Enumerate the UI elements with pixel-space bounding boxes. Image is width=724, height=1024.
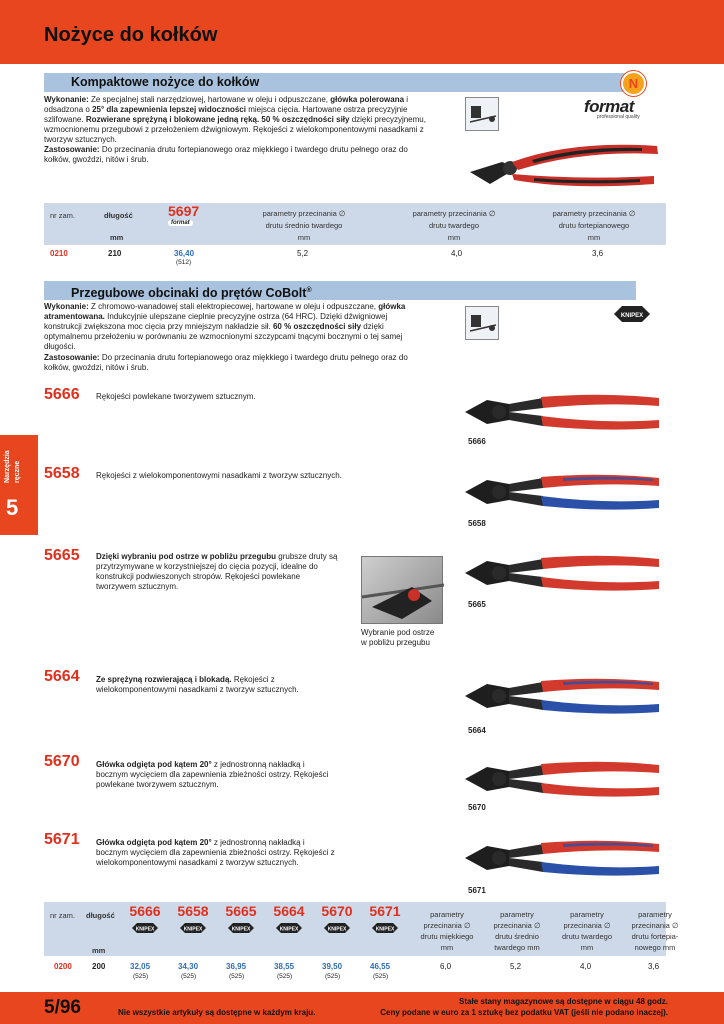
product-caption: 5670 (468, 803, 486, 812)
side-tab-text1: Narzędzia (4, 450, 11, 483)
product-description: Rękojeści z wielokomponentowymi nasadkami z tworzyw sztucznych. (96, 471, 342, 480)
row-code-5670: (525) (325, 973, 341, 980)
product-number: 5658 (44, 465, 80, 482)
row-price-5658: 34,30 (178, 962, 199, 971)
knipex-mini-logo-5664 (276, 923, 302, 933)
svg-text:KNIPEX: KNIPEX (183, 926, 203, 933)
col-dlugosc: długość (86, 911, 115, 920)
row-price: 36,40 (174, 249, 195, 258)
section2-heading: Przegubowe obcinaki do prętów CoBolt® (44, 281, 636, 300)
row-param-1: 6,0 (440, 962, 452, 971)
param-4-line-3: drutu fortepia- (631, 932, 679, 941)
row-param-3: 4,0 (580, 962, 592, 971)
col-5697: 5697 (168, 203, 200, 219)
row-code: (512) (176, 259, 192, 266)
col-mm: mm (110, 233, 124, 242)
section2-table-header (44, 902, 679, 956)
param-4-line-1: parametry (638, 910, 672, 919)
row-code-5664: (525) (277, 973, 293, 980)
knipex-mini-logo-5665 (228, 923, 254, 933)
param-3-line-2: przecinania ∅ (563, 921, 611, 930)
row-p3: 3,6 (592, 249, 604, 258)
param-2-line-3: drutu średnio (495, 932, 539, 941)
section1-table-header (44, 203, 666, 245)
product-number: 5666 (44, 386, 80, 403)
chapter-side-tab[interactable] (0, 435, 38, 535)
row-param-4: 3,6 (648, 962, 660, 971)
row-code-5666: (525) (133, 973, 149, 980)
param-3-line-4: mm (580, 943, 594, 952)
product-number: 5664 (44, 668, 80, 685)
row-code-5658: (525) (181, 973, 197, 980)
col-mm: mm (92, 946, 106, 955)
param-1-line-2: przecinania ∅ (423, 921, 471, 930)
weight-scale-icon (465, 97, 499, 131)
knipex-mini-logo-5666 (132, 923, 158, 933)
param-1-line-4: mm (440, 943, 454, 952)
product-caption: 5671 (468, 886, 486, 895)
photo-caption: Wybranie pod ostrze w pobliżu przegubu (361, 628, 435, 647)
product-description: Główka odgięta pod kątem 20° z jednostronną nakładką i bocznym wycięciem dla zapewnienia zbieżności ostrzy. Rękojeści z wielokomponentowymi nasadkami z tworzyw sztucznych. (96, 838, 335, 867)
knipex-mini-logo-5671 (372, 923, 398, 933)
format-logo-sub: professional quality (597, 114, 640, 120)
compact-cutter-image (462, 132, 662, 194)
row-len: 210 (108, 249, 122, 258)
param-3-line-1: parametry (570, 910, 604, 919)
cutter-5664-image (463, 674, 663, 718)
product-number: 5665 (44, 547, 80, 564)
col-5670: 5670 (321, 903, 353, 919)
product-description: Rękojeści powlekane tworzywem sztucznym. (96, 392, 256, 401)
param-1-line-1: parametry (430, 910, 464, 919)
cutter-5658-image (463, 470, 663, 514)
row-code-5671: (525) (373, 973, 389, 980)
svg-text:KNIPEX: KNIPEX (135, 926, 155, 933)
footer-price-note: Ceny podane w euro za 1 sztukę bez podatku VAT (jeśli nie podano inaczej). (380, 1008, 668, 1017)
section1-application: Zastosowanie: Do przecinania drutu fortepianowego oraz miękkiego i twardego drutu pełnego oraz do kołków, gwoździ, nitów i śrub. (44, 145, 408, 164)
col-param3a: parametry przecinania ∅ (552, 209, 636, 218)
new-badge-icon: N (621, 71, 646, 96)
col-param1-mm: mm (297, 233, 311, 242)
product-caption: 5666 (468, 437, 486, 446)
footer-availability-note: Nie wszystkie artykuły są dostępne w każdym kraju. (118, 1008, 316, 1017)
col-param2b: drutu twardego (428, 221, 480, 230)
param-1-line-3: drutu miękkiego (420, 932, 474, 941)
row-p1: 5,2 (297, 249, 309, 258)
cutter-5670-image (463, 757, 663, 801)
row-price-5666: 32,05 (130, 962, 151, 971)
product-caption: 5658 (468, 519, 486, 528)
cutter-5671-image (463, 836, 663, 880)
row-price-5670: 39,50 (322, 962, 343, 971)
header-bar (0, 0, 724, 64)
col-param2a: parametry przecinania ∅ (412, 209, 496, 218)
svg-text:KNIPEX: KNIPEX (231, 926, 251, 933)
row-price-5671: 46,55 (370, 962, 391, 971)
col-5665: 5665 (225, 903, 257, 919)
row-param-2: 5,2 (510, 962, 522, 971)
row-len: 200 (92, 962, 106, 971)
col-param2-mm: mm (447, 233, 461, 242)
section2-application: Zastosowanie: Do przecinania drutu fortepianowego oraz miękkiego i twardego drutu pełnego oraz do kołków, gwoździ, nitów i śrub. (44, 353, 408, 372)
row-p2: 4,0 (451, 249, 463, 258)
side-tab-text2: ręczne (14, 460, 21, 483)
page-number: 5/96 (44, 997, 81, 1018)
param-4-line-4: nowego mm (634, 943, 676, 952)
row-nr: 0210 (50, 249, 68, 258)
product-number: 5671 (44, 831, 80, 848)
format-logo: format (584, 97, 634, 116)
col-param3b: drutu fortepianowego (558, 221, 630, 230)
row-price-5665: 36,95 (226, 962, 247, 971)
product-description: Dzięki wybraniu pod ostrze w pobliżu przegubu grubsze druty są przytrzymywane w korzystniejszej do cięcia pozycji, idealne do konstrukcji podwieszonych stropów. Rękojeści powlekane tworzywem sztucznym. (96, 552, 338, 591)
col-5664: 5664 (273, 903, 305, 919)
page-title: Nożyce do kołków (44, 24, 218, 46)
close-up-photo (361, 556, 443, 624)
footer-stock-note: Stałe stany magazynowe są dostępne w ciągu 48 godz. (459, 997, 668, 1006)
svg-text:KNIPEX: KNIPEX (327, 926, 347, 933)
side-tab-number: 5 (6, 495, 19, 520)
col-nrzam: nr zam. (50, 211, 76, 220)
param-4-line-2: przecinania ∅ (631, 921, 679, 930)
cutter-5666-image (463, 390, 663, 434)
param-3-line-3: drutu twardego (561, 932, 613, 941)
svg-text:KNIPEX: KNIPEX (375, 926, 395, 933)
col-5658: 5658 (177, 903, 209, 919)
format-mini-logo: format (168, 220, 193, 226)
section1-heading: Kompaktowe nożyce do kołków (44, 73, 636, 92)
row-price-5664: 38,55 (274, 962, 295, 971)
svg-text:KNIPEX: KNIPEX (620, 313, 644, 319)
col-param3-mm: mm (587, 233, 601, 242)
col-nrzam: nr zam. (50, 911, 76, 920)
col-5666: 5666 (129, 903, 161, 919)
param-2-line-4: twardego mm (494, 943, 540, 952)
col-param1a: parametry przecinania ∅ (262, 209, 346, 218)
product-caption: 5665 (468, 600, 486, 609)
col-5671: 5671 (369, 903, 401, 919)
knipex-mini-logo-5658 (180, 923, 206, 933)
param-2-line-2: przecinania ∅ (493, 921, 541, 930)
col-param1b: drutu średnio twardego (265, 221, 343, 230)
param-2-line-1: parametry (500, 910, 534, 919)
svg-text:KNIPEX: KNIPEX (279, 926, 299, 933)
product-description: Główka odgięta pod kątem 20° z jednostronną nakładką i bocznym wycięciem dla zapewnienia zbieżności ostrzy. Rękojeści powlekane tworzywem sztucznym. (96, 760, 329, 789)
row-code-5665: (525) (229, 973, 245, 980)
product-number: 5670 (44, 753, 80, 770)
section2-description: Wykonanie: Z chromowo-wanadowej stali elektropiecowej, hartowane w oleju i odpuszczane, główka atramentowana. Indukcyjnie ulepszane cieplnie precyzyjne ostrza (64 HRC). Dzięki dźwigniowej konstrukcji zwiększona moc cięcia przy mniejszym nakładzie sił. 60 % oszczędności siły dzięki optymalnemu przełożeniu w porównaniu ze wzmocnionymi szczypcami tnącymi bocznymi o tej samej długości. (44, 302, 406, 351)
row-nr: 0200 (54, 962, 72, 971)
weight-scale-icon-2 (465, 306, 499, 340)
product-caption: 5664 (468, 726, 486, 735)
knipex-logo (614, 304, 650, 324)
col-dlugosc: długość (104, 211, 133, 220)
knipex-mini-logo-5670 (324, 923, 350, 933)
cutter-5665-image (463, 551, 663, 595)
section1-description: Wykonanie: Ze specjalnej stali narzędziowej, hartowane w oleju i odpuszczane, główka polerowana i odsadzona o 25° dla zapewnienia lepszej widoczności miejsca cięcia. Hartowane ostrza precyzyjnie szlifowane. Rozwierane sprężyną i blokowane jedną ręką. 50 % oszczędności siły dzięki precyzyjnemu, wzmocnionemu przegubowi z przełożeniem dźwigniowym. Rękojeści z wielokomponentowymi nasadkami z tworzyw sztucznych. (44, 95, 426, 144)
product-description: Ze sprężyną rozwierającą i blokadą. Rękojeści z wielokomponentowymi nasadkami z tworzyw sztucznych. (96, 675, 299, 694)
